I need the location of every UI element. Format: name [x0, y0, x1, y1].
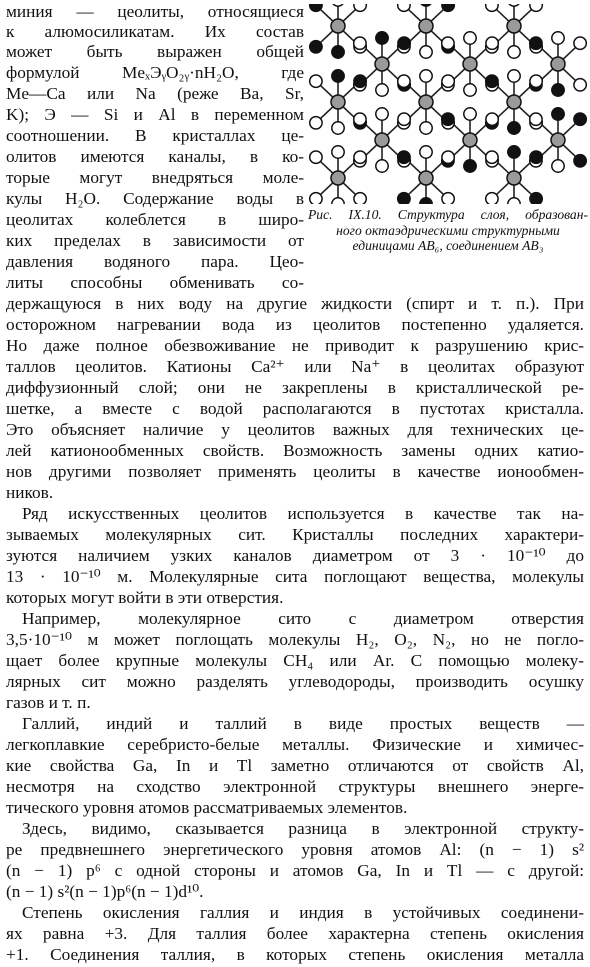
text-line: цеолитах колеблется в широ- — [6, 210, 304, 229]
b-atom-filled — [464, 160, 476, 172]
b-atom-open — [486, 193, 498, 204]
text-line: зуются наличием узких каналов диаметром от 3 · 10⁻¹⁰ до — [6, 546, 584, 565]
b-atom-open — [486, 4, 498, 11]
caption-line: Рис. IX.10. Структура слоя, образован- — [308, 207, 588, 222]
b-atom-open — [310, 193, 322, 204]
text-line: (n − 1) p⁶ с одной стороны и атомов Ga, In и Tl — с другой: — [6, 861, 584, 880]
b-atom-filled — [376, 32, 388, 44]
caption-line: ного октаэдрическими структурными — [336, 222, 560, 238]
a-atom — [419, 171, 433, 185]
b-atom-open — [442, 151, 454, 163]
text-line: 13 · 10⁻¹⁰ м. Молекулярные сита поглощают вещества, молекулы — [6, 567, 584, 586]
text-line: зываемых молекулярных сит. Кристаллы последних характери- — [6, 525, 584, 544]
b-atom-open — [486, 151, 498, 163]
b-atom-open — [464, 84, 476, 96]
b-atom-filled — [310, 4, 322, 11]
a-atom — [331, 19, 345, 33]
b-atom-open — [398, 75, 410, 87]
text-line: формулой MeₓЭᵧO₂ᵧ·nH₂O, где — [6, 63, 304, 82]
text-line: держащуюся в них воду на другие жидкости (спирт и т. п.). При — [6, 294, 584, 313]
a-atom — [331, 95, 345, 109]
text-line: Это объясняет наличие у цеолитов важных для технических це- — [6, 420, 584, 439]
text-line: Здесь, видимо, сказывается разница в электронной структу- — [22, 819, 584, 838]
b-atom-open — [486, 113, 498, 125]
text-line: осторожном нагревании вода из цеолитов постепенно удаляется. — [6, 315, 584, 334]
text-line: Степень окисления галлия и индия в устойчивых соединени- — [22, 903, 584, 922]
b-atom-open — [398, 113, 410, 125]
b-atom-open — [398, 4, 410, 11]
b-atom-filled — [420, 198, 432, 204]
b-atom-filled — [398, 37, 410, 49]
text-line: лей катионообменных свойств. Возможность замены одних катио- — [6, 441, 584, 460]
b-atom-open — [574, 79, 586, 91]
text-line: шетке, а вместе с водой располагаются в пустотах кристалла. — [6, 399, 584, 418]
b-atom-filled — [354, 75, 366, 87]
b-atom-filled — [332, 70, 344, 82]
a-atom — [463, 57, 477, 71]
b-atom-filled — [552, 108, 564, 120]
text-line: давления водяного пара. Цео- — [6, 252, 304, 271]
b-atom-filled — [508, 122, 520, 134]
b-atom-open — [310, 151, 322, 163]
b-atom-open — [574, 37, 586, 49]
b-atom-open — [530, 4, 542, 11]
b-atom-open — [376, 84, 388, 96]
b-atom-filled — [442, 4, 454, 11]
b-atom-open — [442, 37, 454, 49]
b-atom-open — [332, 198, 344, 204]
text-line: Ряд искусственных цеолитов используется в качестве так на- — [22, 504, 584, 523]
octahedral-layer-structure-figure — [308, 4, 588, 204]
b-atom-open — [442, 75, 454, 87]
text-line: щает более крупные молекулы CH₄ или Ar. С помощью молеку- — [6, 651, 584, 670]
text-line: +1. Соединения таллия, в которых степень окисления металла — [6, 945, 584, 964]
b-atom-filled — [574, 113, 586, 125]
b-atom-open — [508, 4, 520, 6]
b-atom-filled — [574, 155, 586, 167]
text-line: легкоплавкие серебристо-белые металлы. Физические и химичес- — [6, 735, 584, 754]
text-line: нов другими позволяет применять цеолиты в качестве ионообмен- — [6, 462, 584, 481]
b-atom-open — [332, 4, 344, 6]
text-line: литы способны обменивать со- — [6, 273, 304, 292]
text-line: несмотря на сходство электронной структуры внешнего энерге- — [6, 777, 584, 796]
a-atom — [551, 57, 565, 71]
b-atom-open — [332, 146, 344, 158]
text-line: ников. — [6, 483, 54, 502]
b-atom-open — [508, 46, 520, 58]
text-line: K); Э — Si и Al в переменном — [6, 105, 304, 124]
b-atom-open — [332, 122, 344, 134]
text-line: (n − 1) s²(n − 1)p⁶(n − 1)d¹⁰. — [6, 882, 204, 901]
b-atom-open — [464, 108, 476, 120]
b-atom-filled — [530, 37, 542, 49]
a-atom — [419, 19, 433, 33]
b-atom-filled — [530, 151, 542, 163]
text-line: таллов цеолитов. Катионы Ca²⁺ или Na⁺ в цеолитах образуют — [6, 357, 584, 376]
text-line: кие свойства Ga, In и Tl заметно отличаются от свойств Al, — [6, 756, 584, 775]
b-atom-open — [486, 37, 498, 49]
text-line: Например, молекулярное сито с диаметром отверстия — [22, 609, 584, 628]
text-line: 3,5·10⁻¹⁰ м может поглощать молекулы H₂, O₂, N₂, но не погло- — [6, 630, 584, 649]
b-atom-filled — [420, 4, 432, 6]
b-atom-filled — [530, 193, 542, 204]
text-line: ких пределах в зависимости от — [6, 231, 304, 250]
b-atom-open — [310, 75, 322, 87]
a-atom — [507, 19, 521, 33]
b-atom-open — [552, 32, 564, 44]
text-line: кулы H₂O. Содержание воды в — [6, 189, 304, 208]
text-line: соотношении. В кристаллах це- — [6, 126, 304, 145]
b-atom-open — [464, 32, 476, 44]
b-atom-filled — [398, 193, 410, 204]
b-atom-open — [530, 113, 542, 125]
text-line: Me—Ca или Na (реже Ba, Sr, — [6, 84, 304, 103]
b-atom-open — [354, 37, 366, 49]
a-atom — [463, 133, 477, 147]
a-atom — [331, 171, 345, 185]
text-line: тического уровня атомов рассматриваемых элементов. — [6, 798, 408, 817]
b-atom-open — [420, 46, 432, 58]
b-atom-filled — [508, 146, 520, 158]
text-line: олитов имеются каналы, в ко- — [6, 147, 304, 166]
a-atom — [551, 133, 565, 147]
text-line: Галлий, индий и таллий в виде простых веществ — — [22, 714, 584, 733]
text-line: торые могут внедряться моле- — [6, 168, 304, 187]
b-atom-open — [442, 193, 454, 204]
text-line: миния — цеолиты, относящиеся — [6, 2, 304, 21]
b-atom-open — [420, 146, 432, 158]
b-atom-open — [420, 122, 432, 134]
caption-line: единицами AB₆, соединением AB₃ — [352, 238, 544, 253]
b-atom-open — [354, 151, 366, 163]
text-line: диффузионный слой; они не закреплены в кристаллической ре- — [6, 378, 584, 397]
a-atom — [375, 133, 389, 147]
b-atom-open — [354, 4, 366, 11]
text-line: к алюмосиликатам. Их состав — [6, 22, 304, 41]
b-atom-open — [376, 160, 388, 172]
a-atom — [507, 171, 521, 185]
b-atom-open — [508, 198, 520, 204]
b-atom-filled — [332, 46, 344, 58]
text-line: Но даже полное обезвоживание не приводит к разрушению крис- — [6, 336, 584, 355]
text-line: лярных сит можно разделять углеводороды, производить осушку — [6, 672, 584, 691]
a-atom — [419, 95, 433, 109]
b-atom-open — [310, 117, 322, 129]
b-atom-filled — [398, 151, 410, 163]
b-atom-open — [354, 113, 366, 125]
a-atom — [507, 95, 521, 109]
figure-caption — [308, 207, 588, 254]
text-line: газов и т. п. — [6, 693, 91, 712]
a-atom — [375, 57, 389, 71]
b-atom-open — [508, 70, 520, 82]
b-atom-filled — [310, 41, 322, 53]
b-atom-filled — [552, 84, 564, 96]
b-atom-open — [420, 70, 432, 82]
b-atom-filled — [442, 113, 454, 125]
text-line: которых могут войти в эти отверстия. — [6, 588, 284, 607]
text-line: может быть выражен общей — [6, 42, 304, 61]
b-atom-open — [530, 75, 542, 87]
text-line: ре предвнешнего энергетического уровня атомов Al: (n − 1) s² — [6, 840, 584, 859]
text-line: ях равна +3. Для таллия более характерна степень окисления — [6, 924, 584, 943]
b-atom-filled — [486, 75, 498, 87]
b-atom-open — [552, 160, 564, 172]
b-atom-open — [354, 193, 366, 204]
b-atom-open — [376, 108, 388, 120]
